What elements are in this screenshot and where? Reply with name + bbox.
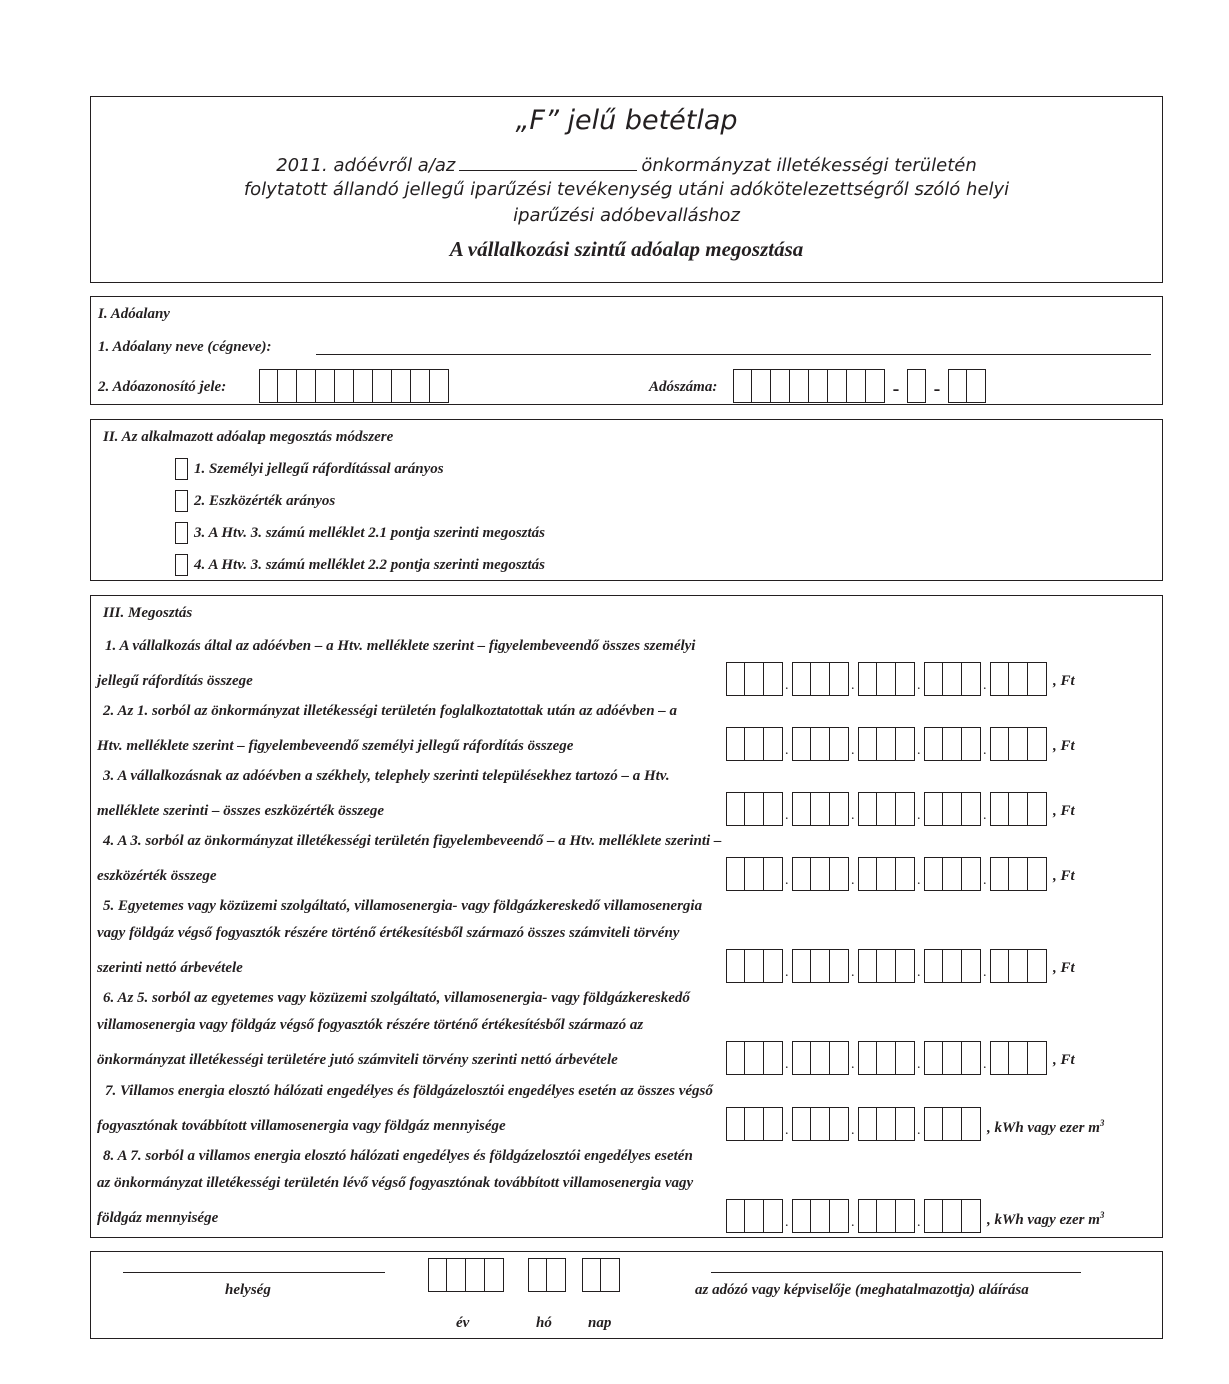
- cell-separator-dot: [915, 792, 924, 826]
- signature-field[interactable]: [711, 1272, 1081, 1273]
- cell-separator-dot: [849, 1041, 858, 1075]
- digit-cell[interactable]: [924, 949, 943, 983]
- digit-cell[interactable]: [771, 369, 790, 403]
- cell-separator-dot: [783, 857, 792, 891]
- digit-cell[interactable]: [962, 949, 981, 983]
- digit-cell[interactable]: [858, 792, 877, 826]
- header-box: [90, 96, 1163, 283]
- method-option-3: 3. A Htv. 3. számú melléklet 2.1 pontja szerinti megosztás: [194, 525, 545, 541]
- digit-cell[interactable]: [877, 857, 896, 891]
- digit-cell[interactable]: [726, 857, 745, 891]
- place-label: helység: [225, 1282, 271, 1298]
- digit-cell[interactable]: [924, 727, 943, 761]
- row-6-amount-cells[interactable]: [726, 1041, 1047, 1075]
- digit-cell[interactable]: [297, 369, 316, 403]
- digit-cell[interactable]: [745, 1107, 764, 1141]
- cell-separator-dot: [915, 1199, 924, 1233]
- digit-cell[interactable]: [764, 949, 783, 983]
- digit-cell[interactable]: [811, 1107, 830, 1141]
- row-5-text-a: 5. Egyetemes vagy közüzemi szolgáltató, villamosenergia- vagy földgázkereskedő villamosenergia: [103, 898, 703, 914]
- digit-cell[interactable]: [726, 1199, 745, 1233]
- row-3-unit: , Ft: [1053, 803, 1075, 819]
- digit-cell[interactable]: [830, 1107, 849, 1141]
- digit-cell[interactable]: [967, 369, 986, 403]
- digit-cell[interactable]: [858, 1107, 877, 1141]
- cell-separator-dot: [981, 792, 990, 826]
- digit-cell[interactable]: [726, 1041, 745, 1075]
- digit-cell[interactable]: [943, 727, 962, 761]
- method-checkbox-1[interactable]: [175, 458, 188, 480]
- row-2-amount-cells[interactable]: [726, 727, 1047, 761]
- digit-cell[interactable]: [466, 1258, 485, 1292]
- digit-cell[interactable]: [1028, 1041, 1047, 1075]
- digit-cell[interactable]: [1028, 949, 1047, 983]
- cell-separator-dot: [849, 1199, 858, 1233]
- signature-label: az adózó vagy képviselője (meghatalmazottja) aláírása: [695, 1282, 1029, 1298]
- section-2-heading: II. Az alkalmazott adóalap megosztás módszere: [103, 429, 394, 445]
- digit-cell[interactable]: [990, 1041, 1009, 1075]
- row-7-text-b: fogyasztónak továbbított villamosenergia vagy földgáz mennyisége: [97, 1118, 506, 1134]
- digit-cell[interactable]: [1009, 857, 1028, 891]
- cell-separator-dot: [783, 662, 792, 696]
- digit-cell[interactable]: [428, 1258, 447, 1292]
- digit-cell[interactable]: [1009, 792, 1028, 826]
- form-title: „F” jelű betétlap: [515, 105, 738, 136]
- digit-cell[interactable]: [811, 857, 830, 891]
- row-5-unit: , Ft: [1053, 960, 1075, 976]
- cell-separator-dot: [849, 662, 858, 696]
- row-7-unit: , kWh vagy ezer $m^3$: [987, 1118, 1105, 1136]
- month-cells[interactable]: [528, 1258, 566, 1292]
- digit-cell[interactable]: [948, 369, 967, 403]
- digit-cell[interactable]: [858, 857, 877, 891]
- digit-cell[interactable]: [792, 1041, 811, 1075]
- digit-cell[interactable]: [392, 369, 411, 403]
- digit-cell[interactable]: [1009, 662, 1028, 696]
- digit-cell[interactable]: [858, 1199, 877, 1233]
- digit-cell[interactable]: [528, 1258, 547, 1292]
- cell-separator-dot: [915, 662, 924, 696]
- digit-cell[interactable]: [962, 1199, 981, 1233]
- digit-cell[interactable]: [811, 727, 830, 761]
- digit-cell[interactable]: [962, 857, 981, 891]
- digit-cell[interactable]: [896, 857, 915, 891]
- digit-cell[interactable]: [792, 1107, 811, 1141]
- cell-separator-dot: [783, 727, 792, 761]
- digit-cell[interactable]: [764, 1041, 783, 1075]
- digit-cell[interactable]: [877, 949, 896, 983]
- row-3-amount-cells[interactable]: [726, 792, 1047, 826]
- cell-separator-dot: [915, 1041, 924, 1075]
- row-8-unit: , kWh vagy ezer $m^3$: [987, 1210, 1105, 1228]
- digit-cell[interactable]: [896, 949, 915, 983]
- digit-cell[interactable]: [830, 1199, 849, 1233]
- row-1-unit: , Ft: [1053, 673, 1075, 689]
- digit-cell[interactable]: [943, 792, 962, 826]
- digit-cell[interactable]: [943, 949, 962, 983]
- row-6-text-a: 6. Az 5. sorból az egyetemes vagy közüzemi szolgáltató, villamosenergia- vagy földgázkereskedő: [103, 990, 690, 1006]
- digit-cell[interactable]: [354, 369, 373, 403]
- cell-separator-dot: [981, 857, 990, 891]
- row-8-amount-cells[interactable]: [726, 1199, 981, 1233]
- cell-separator-dot: [981, 1041, 990, 1075]
- digit-cell[interactable]: [792, 662, 811, 696]
- row-6-text-b: villamosenergia vagy földgáz végső fogyasztók részére történő értékesítésből származó az: [97, 1017, 644, 1033]
- row-5-text-c: szerinti nettó árbevétele: [97, 960, 243, 976]
- cell-separator-dash: -: [933, 378, 941, 400]
- digit-cell[interactable]: [316, 369, 335, 403]
- cell-separator-dot: [915, 857, 924, 891]
- digit-cell[interactable]: [847, 369, 866, 403]
- method-option-2: 2. Eszközérték arányos: [194, 493, 336, 509]
- digit-cell[interactable]: [601, 1258, 620, 1292]
- digit-cell[interactable]: [764, 1199, 783, 1233]
- cell-separator-dot: [981, 727, 990, 761]
- section-method: [90, 419, 1163, 581]
- digit-cell[interactable]: [830, 792, 849, 826]
- digit-cell[interactable]: [745, 727, 764, 761]
- digit-cell[interactable]: [962, 1041, 981, 1075]
- row-3-text-b: melléklete szerinti – összes eszközérték összege: [97, 803, 385, 819]
- row-7-text-a: 7. Villamos energia elosztó hálózati engedélyes és földgázelosztói engedélyes esetén az összes végső: [105, 1083, 713, 1099]
- day-cells[interactable]: [582, 1258, 620, 1292]
- digit-cell[interactable]: [745, 857, 764, 891]
- digit-cell[interactable]: [830, 857, 849, 891]
- row-2-text-a: 2. Az 1. sorból az önkormányzat illetékességi területén foglalkoztatottak után az adóévben – a: [103, 703, 678, 719]
- digit-cell[interactable]: [896, 727, 915, 761]
- digit-cell[interactable]: [924, 1041, 943, 1075]
- method-option-1: 1. Személyi jellegű ráfordítással arányos: [194, 461, 444, 477]
- tax-id-cells[interactable]: [259, 369, 449, 403]
- digit-cell[interactable]: [726, 727, 745, 761]
- digit-cell[interactable]: [278, 369, 297, 403]
- digit-cell[interactable]: [485, 1258, 504, 1292]
- digit-cell[interactable]: [962, 1107, 981, 1141]
- digit-cell[interactable]: [335, 369, 354, 403]
- digit-cell[interactable]: [990, 949, 1009, 983]
- cell-separator-dot: [915, 727, 924, 761]
- header-line-1: 2011. adóévről a/az önkormányzat illetékességi területén: [276, 155, 977, 176]
- tax-number-cells[interactable]: [733, 369, 986, 403]
- digit-cell[interactable]: [745, 792, 764, 826]
- digit-cell[interactable]: [726, 662, 745, 696]
- digit-cell[interactable]: [764, 792, 783, 826]
- digit-cell[interactable]: [924, 792, 943, 826]
- tax-id-label: 2. Adóazonosító jele:: [98, 379, 227, 395]
- cell-separator-dot: [783, 792, 792, 826]
- digit-cell[interactable]: [877, 792, 896, 826]
- digit-cell[interactable]: [877, 1041, 896, 1075]
- digit-cell[interactable]: [547, 1258, 566, 1292]
- digit-cell[interactable]: [430, 369, 449, 403]
- header-line-3: iparűzési adóbevalláshoz: [513, 205, 740, 226]
- form-subtitle: A vállalkozási szintű adóalap megosztása: [449, 237, 804, 261]
- digit-cell[interactable]: [830, 727, 849, 761]
- digit-cell[interactable]: [896, 1199, 915, 1233]
- section-3-heading: III. Megosztás: [103, 605, 193, 621]
- row-6-unit: , Ft: [1053, 1052, 1075, 1068]
- digit-cell[interactable]: [792, 727, 811, 761]
- digit-cell[interactable]: [924, 857, 943, 891]
- digit-cell[interactable]: [1028, 662, 1047, 696]
- digit-cell[interactable]: [962, 727, 981, 761]
- digit-cell[interactable]: [764, 857, 783, 891]
- digit-cell[interactable]: [990, 662, 1009, 696]
- digit-cell[interactable]: [792, 857, 811, 891]
- digit-cell[interactable]: [828, 369, 847, 403]
- row-7-amount-cells[interactable]: [726, 1107, 981, 1141]
- section-distribution: [90, 595, 1163, 1238]
- digit-cell[interactable]: [858, 949, 877, 983]
- digit-cell[interactable]: [877, 1107, 896, 1141]
- digit-cell[interactable]: [858, 662, 877, 696]
- digit-cell[interactable]: [877, 1199, 896, 1233]
- cell-separator-dot: [849, 949, 858, 983]
- digit-cell[interactable]: [943, 662, 962, 696]
- cell-separator-dot: [783, 1041, 792, 1075]
- cell-separator-dash: -: [892, 378, 900, 400]
- year-label: év: [456, 1315, 470, 1331]
- digit-cell[interactable]: [896, 1041, 915, 1075]
- digit-cell[interactable]: [752, 369, 771, 403]
- digit-cell[interactable]: [745, 949, 764, 983]
- digit-cell[interactable]: [792, 1199, 811, 1233]
- cell-separator-dot: [915, 949, 924, 983]
- row-5-text-b: vagy földgáz végső fogyasztók részére történő értékesítésből származó összes számviteli törvény: [97, 925, 680, 941]
- digit-cell[interactable]: [866, 369, 885, 403]
- cell-separator-dot: [783, 1107, 792, 1141]
- cell-separator-dot: [783, 1199, 792, 1233]
- digit-cell[interactable]: [811, 949, 830, 983]
- digit-cell[interactable]: [811, 662, 830, 696]
- row-2-text-b: Htv. melléklete szerint – figyelembeveendő személyi jellegű ráfordítás összege: [97, 738, 574, 754]
- method-checkbox-4[interactable]: [175, 554, 188, 576]
- digit-cell[interactable]: [792, 949, 811, 983]
- digit-cell[interactable]: [924, 662, 943, 696]
- digit-cell[interactable]: [1028, 857, 1047, 891]
- section-taxpayer: [90, 296, 1163, 405]
- digit-cell[interactable]: [809, 369, 828, 403]
- method-option-4: 4. A Htv. 3. számú melléklet 2.2 pontja szerinti megosztás: [194, 557, 545, 573]
- digit-cell[interactable]: [943, 1199, 962, 1233]
- row-6-text-c: önkormányzat illetékességi területére jutó számviteli törvény szerinti nettó árbevétele: [97, 1052, 618, 1068]
- digit-cell[interactable]: [726, 949, 745, 983]
- cell-separator-dot: [783, 949, 792, 983]
- digit-cell[interactable]: [811, 792, 830, 826]
- row-1-amount-cells[interactable]: [726, 662, 1047, 696]
- digit-cell[interactable]: [896, 662, 915, 696]
- digit-cell[interactable]: [733, 369, 752, 403]
- digit-cell[interactable]: [896, 1107, 915, 1141]
- cell-separator-dot: [849, 727, 858, 761]
- cell-separator-dot: [849, 1107, 858, 1141]
- digit-cell[interactable]: [962, 792, 981, 826]
- row-3-text-a: 3. A vállalkozásnak az adóévben a székhely, telephely szerinti településekhez tartozó – a Htv.: [103, 768, 670, 784]
- row-5-amount-cells[interactable]: [726, 949, 1047, 983]
- digit-cell[interactable]: [858, 1041, 877, 1075]
- digit-cell[interactable]: [373, 369, 392, 403]
- cell-separator-dot: [981, 662, 990, 696]
- digit-cell[interactable]: [811, 1199, 830, 1233]
- row-2-unit: , Ft: [1053, 738, 1075, 754]
- digit-cell[interactable]: [411, 369, 430, 403]
- digit-cell[interactable]: [259, 369, 278, 403]
- digit-cell[interactable]: [745, 1199, 764, 1233]
- row-8-text-a: 8. A 7. sorból a villamos energia elosztó hálózati engedélyes és földgázelosztói engedélyes esetén: [103, 1148, 693, 1164]
- header-line-2: folytatott állandó jellegű iparűzési tevékenység utáni adókötelezettségről szóló helyi: [243, 179, 1010, 200]
- row-1-text-a: 1. A vállalkozás által az adóévben – a Htv. melléklete szerint – figyelembeveendő összes személyi: [105, 638, 696, 654]
- digit-cell[interactable]: [907, 369, 926, 403]
- taxpayer-name-label: 1. Adóalany neve (cégneve):: [98, 339, 272, 355]
- digit-cell[interactable]: [877, 727, 896, 761]
- digit-cell[interactable]: [1009, 727, 1028, 761]
- digit-cell[interactable]: [858, 727, 877, 761]
- digit-cell[interactable]: [447, 1258, 466, 1292]
- cell-separator-dot: [849, 857, 858, 891]
- digit-cell[interactable]: [726, 792, 745, 826]
- digit-cell[interactable]: [830, 662, 849, 696]
- section-1-heading: I. Adóalany: [98, 306, 170, 322]
- digit-cell[interactable]: [990, 792, 1009, 826]
- digit-cell[interactable]: [811, 1041, 830, 1075]
- cell-separator-dot: [849, 792, 858, 826]
- digit-cell[interactable]: [990, 727, 1009, 761]
- digit-cell[interactable]: [745, 662, 764, 696]
- digit-cell[interactable]: [1009, 949, 1028, 983]
- row-4-amount-cells[interactable]: [726, 857, 1047, 891]
- month-label: hó: [536, 1315, 552, 1331]
- municipality-field[interactable]: [459, 153, 637, 171]
- method-checkbox-2[interactable]: [175, 490, 188, 512]
- row-1-text-b: jellegű ráfordítás összege: [97, 673, 253, 689]
- digit-cell[interactable]: [726, 1107, 745, 1141]
- digit-cell[interactable]: [924, 1199, 943, 1233]
- digit-cell[interactable]: [943, 1107, 962, 1141]
- row-8-text-c: földgáz mennyisége: [97, 1210, 219, 1226]
- digit-cell[interactable]: [990, 857, 1009, 891]
- digit-cell[interactable]: [790, 369, 809, 403]
- digit-cell[interactable]: [792, 792, 811, 826]
- digit-cell[interactable]: [1028, 792, 1047, 826]
- digit-cell[interactable]: [943, 1041, 962, 1075]
- row-4-text-a: 4. A 3. sorból az önkormányzat illetékességi területén figyelembeveendő – a Htv. melléklete szerinti –: [103, 833, 722, 849]
- row-8-text-b: az önkormányzat illetékességi területén lévő végső fogyasztónak továbbított villamosenergia vagy: [97, 1175, 694, 1191]
- day-label: nap: [588, 1315, 612, 1331]
- place-field[interactable]: [123, 1272, 385, 1273]
- cell-separator-dot: [915, 1107, 924, 1141]
- digit-cell[interactable]: [764, 1107, 783, 1141]
- digit-cell[interactable]: [745, 1041, 764, 1075]
- digit-cell[interactable]: [924, 1107, 943, 1141]
- taxpayer-name-field[interactable]: [316, 354, 1151, 355]
- row-4-text-b: eszközérték összege: [97, 868, 217, 884]
- digit-cell[interactable]: [896, 792, 915, 826]
- digit-cell[interactable]: [764, 662, 783, 696]
- digit-cell[interactable]: [830, 1041, 849, 1075]
- cell-separator-dot: [981, 949, 990, 983]
- digit-cell[interactable]: [962, 662, 981, 696]
- digit-cell[interactable]: [1028, 727, 1047, 761]
- method-checkbox-3[interactable]: [175, 522, 188, 544]
- digit-cell[interactable]: [830, 949, 849, 983]
- digit-cell[interactable]: [877, 662, 896, 696]
- year-cells[interactable]: [428, 1258, 504, 1292]
- row-4-unit: , Ft: [1053, 868, 1075, 884]
- tax-number-label: Adószáma:: [649, 379, 718, 395]
- digit-cell[interactable]: [1009, 1041, 1028, 1075]
- digit-cell[interactable]: [582, 1258, 601, 1292]
- signature-box: [90, 1251, 1163, 1339]
- digit-cell[interactable]: [943, 857, 962, 891]
- digit-cell[interactable]: [764, 727, 783, 761]
